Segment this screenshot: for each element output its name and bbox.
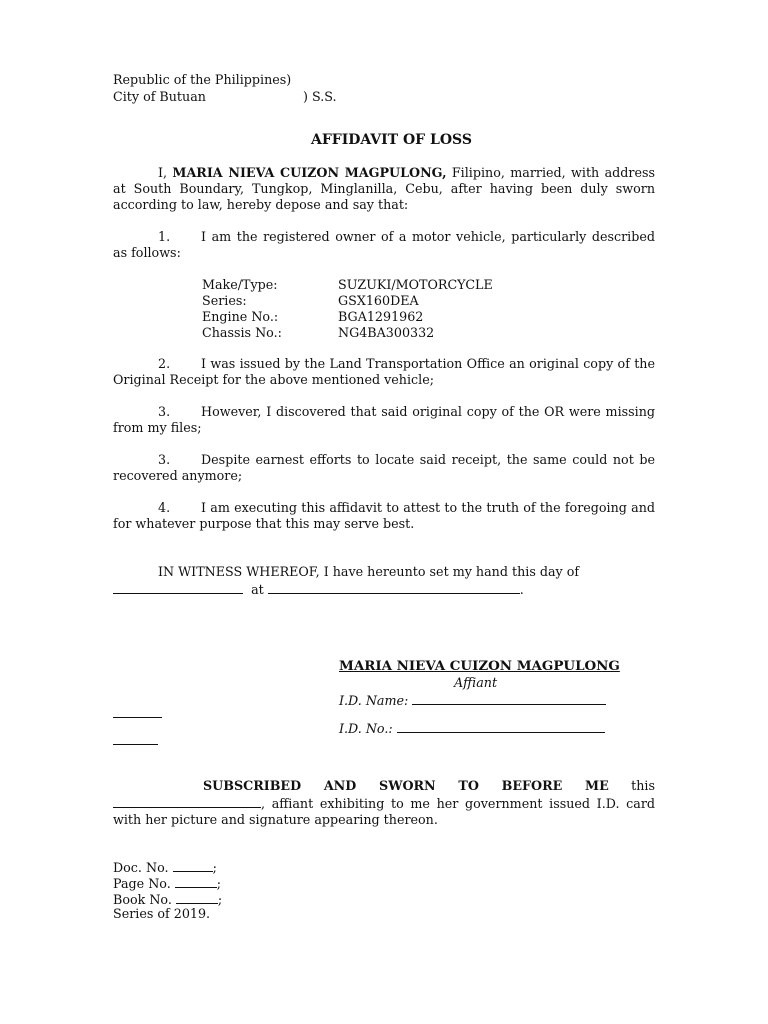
venue-ss: ) S.S. [303,89,337,104]
vehicle-row [202,293,493,309]
id-no-blank[interactable] [397,719,605,733]
id-name-label: I.D. Name: [339,693,409,708]
vehicle-value: SUZUKI/MOTORCYCLE [338,277,493,292]
vehicle-label: Series: [202,293,247,308]
witness-date-blank[interactable] [113,580,243,594]
witness-place-blank[interactable] [268,580,520,594]
book-no-row: Book No. ; [113,892,223,907]
page-no-blank[interactable] [175,874,217,888]
item-text: I am executing this affidavit to attest to the truth of the foregoing and for whatever purpose that this may serve best. [113,500,655,531]
vehicle-details [202,277,493,341]
witness-at: at [251,582,264,597]
venue-country: Republic of the Philippines) [113,72,292,87]
item-number: 4. [158,500,171,515]
item-1 [113,229,655,261]
doc-no-row: Doc. No. ; [113,860,217,875]
item-text: I was issued by the Land Transportation Office an original copy of the Original Receipt for the above mentioned vehicle; [113,356,655,387]
vehicle-row [202,325,493,341]
jurat-bold: SUBSCRIBED AND SWORN TO BEFORE ME [203,778,609,793]
vehicle-label: Chassis No.: [202,325,282,340]
id-name-blank[interactable] [412,691,606,705]
affiant-name: MARIA NIEVA CUIZON MAGPULONG, [172,165,447,180]
item-3 [113,404,655,436]
id-no-row [339,719,605,737]
vehicle-value: GSX160DEA [338,293,419,308]
vehicle-value: NG4BA300332 [338,325,435,340]
left-blank-line-2[interactable] [113,731,158,745]
vehicle-label: Engine No.: [202,309,279,324]
venue-city: City of Butuan [113,89,206,104]
item-2 [113,356,655,388]
jurat-date-blank[interactable] [113,794,261,808]
doc-no-blank[interactable] [173,858,213,872]
left-blank-1 [113,704,162,722]
vehicle-value: BGA1291962 [338,309,424,324]
page-no-row: Page No. ; [113,876,222,891]
witness-blanks: at . [113,580,524,598]
jurat-rest: , affiant exhibiting to me her government issued I.D. card with her picture and signature appearing thereon. [113,796,655,827]
witness-paragraph [113,564,655,580]
vehicle-row [202,277,493,293]
id-name-row [339,691,606,709]
intro-rest: Filipino, married, with address at South Boundary, Tungkop, Minglanilla, Cebu, after having been duly sworn according to law, hereby depose and say that: [113,165,655,212]
item-4 [113,500,655,532]
item-number: 2. [158,356,171,371]
book-no-label: Book No. [113,892,172,907]
page-no-label: Page No. [113,876,171,891]
jurat-paragraph [113,778,655,828]
series-label: Series of 2019. [113,906,211,921]
signature-name: MARIA NIEVA CUIZON MAGPULONG [339,658,620,674]
doc-no-label: Doc. No. [113,860,169,875]
intro-paragraph [113,165,655,213]
item-number: 1. [158,229,171,244]
book-no-blank[interactable] [176,890,218,904]
left-blank-line-1[interactable] [113,704,162,718]
item-number: 3. [158,452,171,467]
witness-text: IN WITNESS WHEREOF, I have hereunto set my hand this day of [158,564,580,579]
jurat-this: this [631,778,655,793]
signature-role: Affiant [454,675,498,690]
item-text: I am the registered owner of a motor vehicle, particularly described as follows: [113,229,655,260]
vehicle-row [202,309,493,325]
item-text: Despite earnest efforts to locate said receipt, the same could not be recovered anymore; [113,452,655,483]
vehicle-label: Make/Type: [202,277,278,292]
left-blank-2 [113,731,158,749]
item-text: However, I discovered that said original copy of the OR were missing from my files; [113,404,655,435]
item-3b [113,452,655,484]
item-number: 3. [158,404,171,419]
document-title: AFFIDAVIT OF LOSS [311,132,472,148]
intro-prefix: I, [158,165,168,180]
id-no-label: I.D. No.: [339,721,393,736]
